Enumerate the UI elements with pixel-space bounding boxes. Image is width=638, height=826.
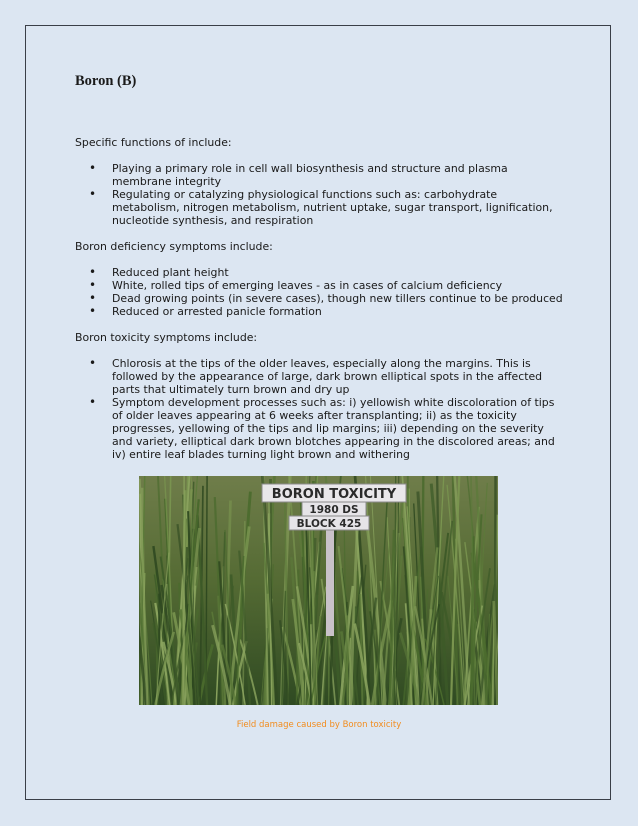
- sign-post: [326, 516, 334, 636]
- list-item: • Playing a primary role in cell wall biosynthesis and structure and plasma membrane integrity: [75, 162, 565, 188]
- sign-text-line1: BORON TOXICITY: [271, 487, 397, 502]
- field-photo: [139, 476, 498, 705]
- functions-intro: Specific functions of include:: [75, 136, 232, 149]
- toxicity-list: [75, 357, 565, 461]
- deficiency-intro: Boron deficiency symptoms include:: [75, 240, 273, 253]
- document-body: [75, 75, 565, 461]
- functions-list: [75, 162, 565, 227]
- sign-text-line2: 1980 DS: [309, 504, 359, 516]
- list-item: • White, rolled tips of emerging leaves - as in cases of calcium deficiency: [75, 279, 565, 292]
- figure-caption: Field damage caused by Boron toxicity: [236, 720, 402, 730]
- list-item: • Symptom development processes such as: i) yellowish white discoloration of tips of older leaves appearing at 6 weeks after transplanting; ii) as the toxicity progresses, yellowing of the tips and lip margins; iii) depending on the severity and variety, elliptical dark brown blotches appearing in the discolored areas; and iv) entire leaf blades turning light brown and withering: [75, 396, 565, 461]
- sign-text-line3: BLOCK 425: [296, 518, 362, 530]
- deficiency-list: [75, 266, 565, 318]
- list-item: • Reduced or arrested panicle formation: [75, 305, 565, 318]
- rice-field-image: [139, 476, 498, 705]
- toxicity-intro: Boron toxicity symptoms include:: [75, 331, 258, 344]
- list-item: • Dead growing points (in severe cases), though new tillers continue to be produced: [75, 292, 565, 305]
- page-title: Boron (B): [75, 73, 137, 89]
- list-item: • Chlorosis at the tips of the older leaves, especially along the margins. This is followed by the appearance of large, dark brown elliptical spots in the affected parts that ultimately turn brown and dry up: [75, 357, 565, 396]
- list-item: • Regulating or catalyzing physiological functions such as: carbohydrate metabolism, nitrogen metabolism, nutrient uptake, sugar transport, lignification, nucleotide synthesis, and respiration: [75, 188, 565, 227]
- list-item: • Reduced plant height: [75, 266, 565, 279]
